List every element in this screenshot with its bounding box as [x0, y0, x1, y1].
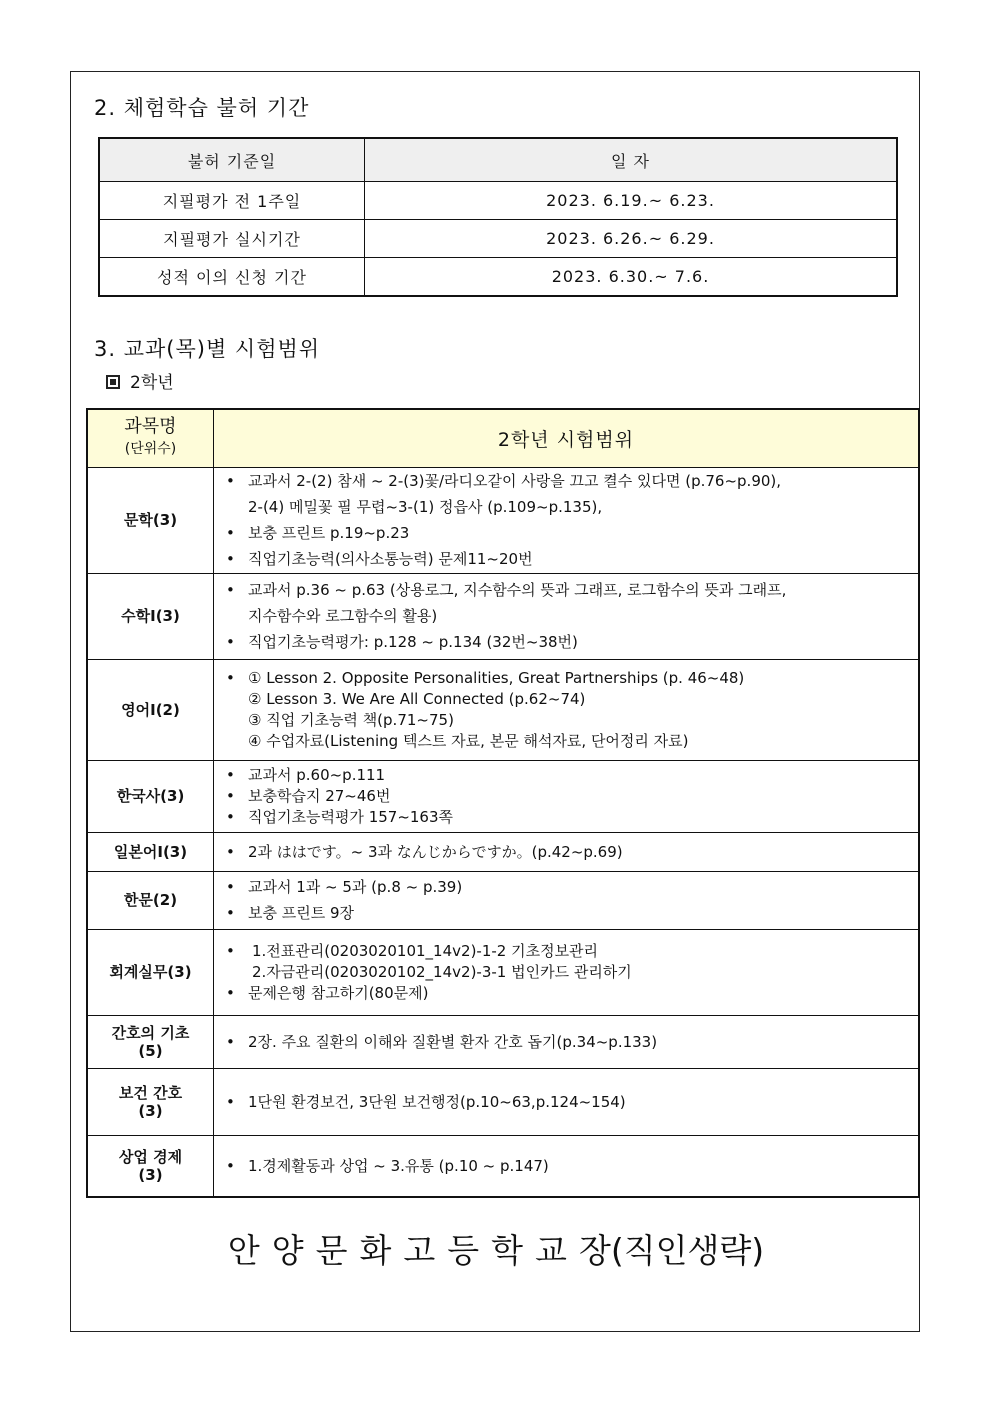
list-item: • 2과 ははです。~ 3과 なんじからですか。(p.42~p.69) [222, 839, 918, 865]
subject-header-units: (단위수) [124, 441, 177, 458]
subject-units: (3) [138, 1101, 163, 1120]
subject-units: (5) [138, 1041, 163, 1060]
list-item: • 문제은행 참고하기(80문제) [222, 983, 918, 1004]
column-header-subject [87, 409, 214, 467]
range-cell [214, 467, 920, 573]
grade-label: 2학년 [130, 373, 174, 393]
subject-cell: 일본어Ⅰ(3) [87, 832, 214, 871]
subject-cell: 수학Ⅰ(3) [87, 573, 214, 659]
range-cell [214, 760, 920, 832]
subject-cell: 영어Ⅰ(2) [87, 659, 214, 760]
table-row [87, 760, 919, 832]
list-item: 지수함수와 로그함수의 활용) [248, 607, 438, 625]
section3-title: 3. 교과(목)별 시험범위 [94, 337, 321, 361]
subject-name: 상업 경제 [118, 1147, 183, 1166]
seal-omitted-note: (직인생략) [610, 1231, 765, 1270]
range-cell [214, 659, 920, 760]
table-row [87, 1068, 919, 1135]
exam-range-table [86, 408, 920, 1198]
list-item: • 교과서 2-(2) 참새 ~ 2-(3)꽃/라디오같이 사랑을 끄고 켤수 있다면 (p.76~p.90), [222, 468, 918, 494]
date-cell: 2023. 6.30.~ 7.6. [365, 258, 898, 297]
range-cell [214, 929, 920, 1015]
section2-title: 2. 체험학습 불허 기간 [94, 96, 310, 120]
table-row [99, 182, 897, 220]
column-header-date: 일 자 [365, 138, 898, 182]
column-header-range: 2학년 시험범위 [214, 409, 920, 467]
list-item: • 교과서 1과 ~ 5과 (p.8 ~ p.39) [222, 874, 918, 900]
subject-cell [87, 1015, 214, 1068]
subject-cell [87, 1068, 214, 1135]
range-cell [214, 871, 920, 929]
list-item: • 직업기초능력평가 157~163쪽 [222, 807, 918, 828]
list-item: • 보충학습지 27~46번 [222, 786, 918, 807]
subject-cell: 회계실무(3) [87, 929, 214, 1015]
table-row [87, 1015, 919, 1068]
table-row [87, 832, 919, 871]
list-item: • 보충 프린트 p.19~p.23 [222, 520, 918, 546]
school-name: 안양문화고등학교 [227, 1231, 579, 1270]
range-cell [214, 1135, 920, 1197]
criteria-cell: 성적 이의 신청 기간 [99, 258, 365, 297]
criteria-cell: 지필평가 실시기간 [99, 220, 365, 258]
table-row [87, 467, 919, 573]
range-cell [214, 1068, 920, 1135]
table-row [87, 929, 919, 1015]
subject-cell [87, 1135, 214, 1197]
range-cell [214, 832, 920, 871]
table-header-row [87, 409, 919, 467]
list-item: ③ 직업 기초능력 책(p.71~75) [248, 710, 454, 729]
date-cell: 2023. 6.26.~ 6.29. [365, 220, 898, 258]
grade-label-line [106, 368, 174, 393]
list-item: • 직업기초능력(의사소통능력) 문제11~20번 [222, 546, 918, 572]
date-cell: 2023. 6.19.~ 6.23. [365, 182, 898, 220]
column-header-criteria: 불허 기준일 [99, 138, 365, 182]
subject-cell: 한국사(3) [87, 760, 214, 832]
list-item: • 교과서 p.60~p.111 [222, 765, 918, 786]
table-header-row [99, 138, 897, 182]
table-row [87, 573, 919, 659]
list-item: 2-(4) 메밀꽃 필 무렵~3-(1) 정읍사 (p.109~p.135), [248, 498, 603, 516]
criteria-cell: 지필평가 전 1주일 [99, 182, 365, 220]
list-item: • ① Lesson 2. Opposite Personalities, Great Partnerships (p. 46~48) [222, 668, 918, 689]
principal-title: 장 [578, 1231, 611, 1270]
subject-cell: 문학(3) [87, 467, 214, 573]
list-item: • 보충 프린트 9장 [222, 900, 918, 926]
subject-units: (3) [138, 1165, 163, 1184]
list-item: • 1.전표관리(0203020101_14v2)-1-2 기초정보관리 [222, 941, 918, 962]
restriction-period-table [98, 137, 898, 297]
list-item: • 직업기초능력평가: p.128 ~ p.134 (32번~38번) [222, 629, 918, 655]
range-cell [214, 573, 920, 659]
subject-cell: 한문(2) [87, 871, 214, 929]
table-row [87, 659, 919, 760]
table-row [87, 871, 919, 929]
list-item: • 1.경제활동과 상업 ~ 3.유통 (p.10 ~ p.147) [222, 1153, 918, 1179]
subject-name: 간호의 기초 [111, 1023, 190, 1042]
school-signature [0, 1225, 992, 1272]
list-item: ② Lesson 3. We Are All Connected (p.62~74) [248, 689, 586, 708]
list-item: 2.자금관리(0203020102_14v2)-3-1 법인카드 관리하기 [252, 962, 632, 981]
list-item: • 교과서 p.36 ~ p.63 (상용로그, 지수함수의 뜻과 그래프, 로그함수의 뜻과 그래프, [222, 577, 918, 603]
table-row [87, 1135, 919, 1197]
list-item: • 2장. 주요 질환의 이해와 질환별 환자 간호 돕기(p.34~p.133) [222, 1029, 918, 1055]
square-bullet-icon [106, 375, 120, 389]
list-item: ④ 수업자료(Listening 텍스트 자료, 본문 해석자료, 단어정리 자료) [248, 731, 689, 750]
subject-header-label: 과목명 [124, 416, 177, 438]
range-cell [214, 1015, 920, 1068]
subject-name: 보건 간호 [118, 1083, 183, 1102]
list-item: • 1단원 환경보건, 3단원 보건행정(p.10~63,p.124~154) [222, 1089, 918, 1115]
table-row [99, 220, 897, 258]
table-row [99, 258, 897, 297]
